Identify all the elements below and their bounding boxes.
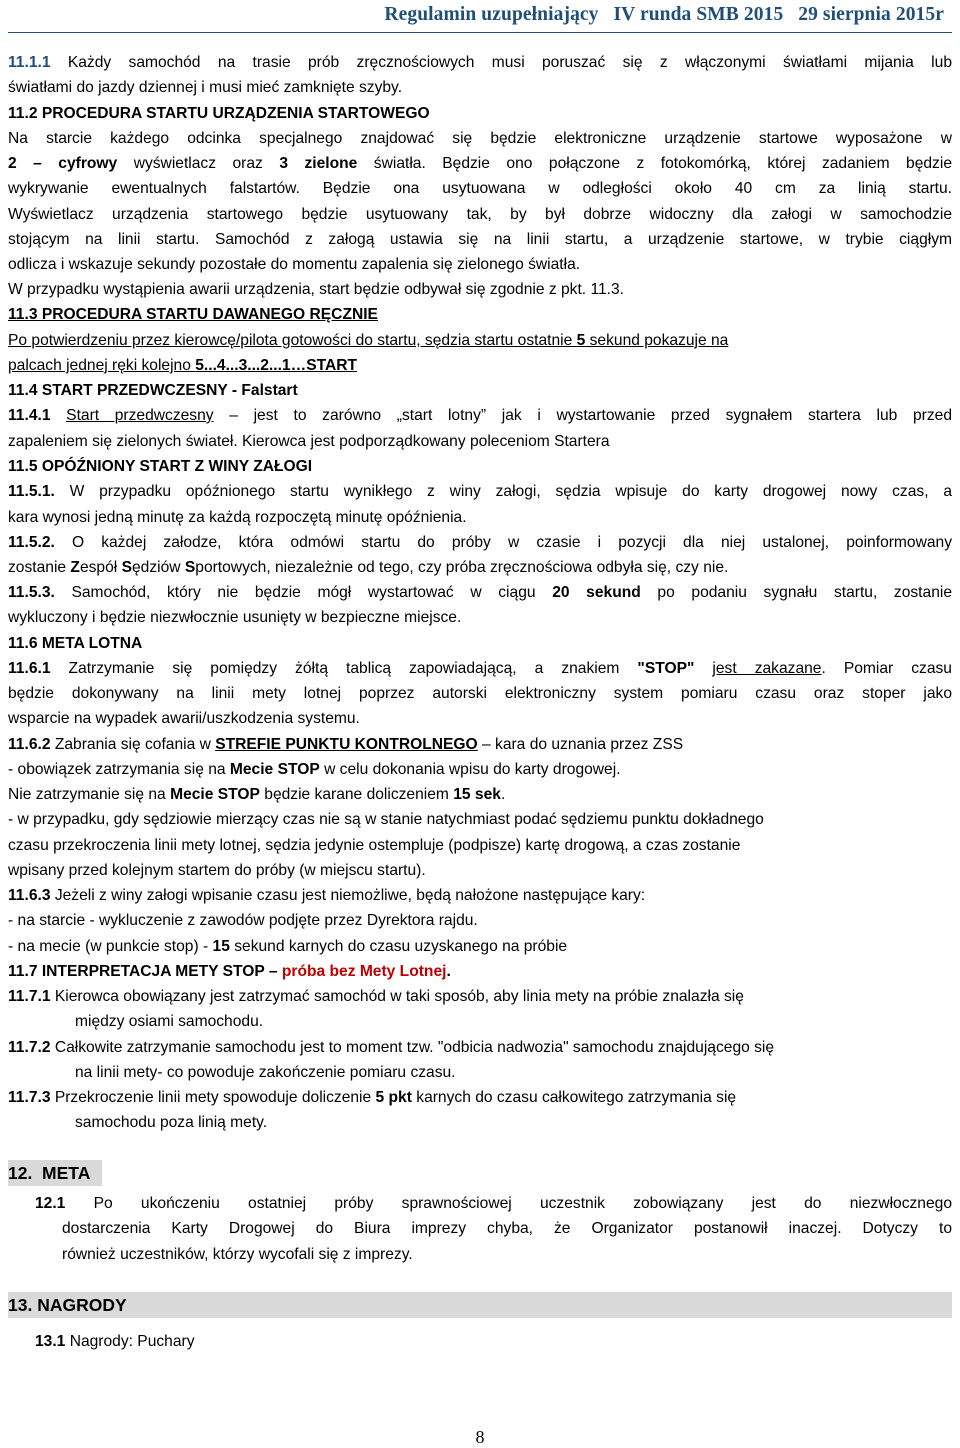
heading-text: 11.7 INTERPRETACJA METY STOP – [8,963,282,980]
para-11-1-1-line2: światłami do jazdy dziennej i musi mieć zamknięte szyby. [8,79,403,96]
text: sekund karnych do czasu uzyskanego na próbie [229,938,568,955]
para-11-5-3-line2: wykluczony i będzie niezwłocznie usunięty w bezpieczne miejsce. [8,609,462,626]
text: portowych, niezależnie od tego, czy próba zręcznościowa odbyła się, czy nie. [195,559,729,576]
text: . Pomiar czasu [821,660,952,677]
text: Przekroczenie linii mety spowoduje doliczenie [50,1089,376,1106]
bold-text: 20 sekund [552,584,641,601]
para-11-4-1-line1 [8,407,952,425]
para-11-6-2-line3 [8,786,505,804]
para-11-2-line6: odlicza i wskazuje sekundy pozostałe do momentu zapalenia się zielonego światła. [8,256,581,273]
bold-text: S [184,559,196,576]
text [694,660,712,677]
para-12-1-line3: również uczestników, którzy wycofali się z imprezy. [62,1246,413,1263]
text: . [500,786,506,803]
para-11-5-1-line1 [8,483,952,501]
para-11-2-line3: wykrywanie ewentualnych falstartów. Będzie ona usytuowana w odległości około 40 cm za linią startu. [8,180,952,197]
text: ędziów [131,559,185,576]
para-num: 11.6.1 [8,660,51,677]
page-number: 8 [475,1427,485,1447]
bold-text: 5...4...3...2...1…START [195,357,358,374]
para-11-6-3-line2: - na starcie - wykluczenie z zawodów podjęte przez Dyrektora rajdu. [8,912,478,929]
para-11-4-1-line2: zapaleniem się zielonych świateł. Kierowca jest podporządkowany poleceniom Startera [8,433,610,450]
text: będzie karane doliczeniem [259,786,454,803]
para-num: 13.1 [35,1333,66,1350]
bold-text: 5 [576,332,586,349]
para-11-7-3-line2: samochodu poza linią mety. [75,1114,268,1131]
para-11-6-2-line2 [8,761,621,779]
text: wyświetlacz oraz [117,155,280,172]
bold-text: Mecie STOP [170,786,260,803]
text: Nie zatrzymanie się na [8,786,171,803]
para-11-7-1-line1 [8,988,744,1006]
para-11-5-2-line1 [8,534,952,552]
para-12-1-line2: dostarczenia Karty Drogowej do Biura imprezy chyba, że Organizator postanowił inaczej. Dotyczy to [62,1220,952,1237]
text: Każdy samochód na trasie prób zręcznościowych musi poruszać się z włączonymi światłami mijania lub [50,54,952,71]
text: - na mecie (w punkcie stop) - [8,938,213,955]
text: Po potwierdzeniu przez kierowcę/pilota gotowości do startu, sędzia startu ostatnie [8,332,577,349]
para-num: 11.1.1 [8,54,51,71]
underlined-text: jest zakazane [712,660,822,677]
para-num: 11.4.1 [8,407,51,424]
heading-12: 12. META [8,1163,91,1183]
para-11-2-line4: Wyświetlacz urządzenia startowego będzie usytuowany tak, by był dobrze widoczny dla załogi w samochodzie [8,206,952,223]
text: espół [79,559,122,576]
text: sekund pokazuje na [585,332,729,349]
bold-text: 15 [212,938,230,955]
heading-text: . [446,963,451,980]
para-num: 11.6.3 [8,887,51,904]
text: Jeżeli z winy załogi wpisanie czasu jest niemożliwe, będą nałożone następujące kary: [50,887,646,904]
para-11-2-line5: stojącym na linii startu. Samochód z załogą ustawia się na linii startu, a urządzenie startowe, w trybie ciągłym [8,231,952,248]
para-11-3-line2 [8,357,357,375]
bold-underlined-text: STREFIE PUNKTU KONTROLNEGO [215,736,478,753]
text: - obowiązek zatrzymania się na [8,761,230,778]
bold-text: 3 zielone [279,155,358,172]
text: Zabrania się cofania w [50,736,216,753]
para-11-6-1-line3: wsparcie na wypadek awarii/uszkodzenia systemu. [8,710,360,727]
text: O każdej załodze, która odmówi startu do próby w czasie i pozycji dla niej ustalonej, poinformowany [54,534,952,551]
heading-11-6: 11.6 META LOTNA [8,635,143,652]
bold-text: 2 – cyfrowy [8,155,118,172]
para-11-5-2-line2 [8,559,728,577]
text: w celu dokonania wpisu do karty drogowej. [319,761,621,778]
bold-text: 15 sek [453,786,501,803]
para-11-7-3-line1 [8,1089,736,1107]
underlined-text: Start przedwczesny [66,407,214,424]
bold-text: "STOP" [637,660,695,677]
text: Zatrzymanie się pomiędzy żółtą tablicą zapowiadającą, a znakiem [50,660,638,677]
heading-11-4: 11.4 START PRZEDWCZESNY - Falstart [8,382,298,399]
heading-13: 13. NAGRODY [8,1295,127,1315]
heading-11-2: 11.2 PROCEDURA STARTU URZĄDZENIA STARTOWEGO [8,105,430,122]
bold-text: 5 pkt [375,1089,412,1106]
para-num: 11.5.3. [8,584,55,601]
section-bar-12 [8,1160,102,1186]
para-11-1-1-line1 [8,54,952,72]
para-11-7-1-line2: między osiami samochodu. [75,1013,264,1030]
para-11-2-line2 [8,155,952,173]
header-title: Regulamin uzupełniający IV runda SMB 2015 29 sierpnia 2015r [384,4,944,25]
text: Samochód, który nie będzie mógł wystartować w ciągu [54,584,553,601]
page-header [8,0,952,33]
red-heading-text: próba bez Mety Lotnej [281,963,447,980]
text: Po ukończeniu ostatniej próby sprawnościowej uczestnik zobowiązany jest do niezwłocznego [65,1195,952,1212]
para-13-1 [35,1333,195,1351]
para-11-6-1-line2: będzie dokonywany na linii mety lotnej poprzez autorski elektroniczny system pomiaru czasu oraz stoper jako [8,685,952,702]
para-11-5-3-line1 [8,584,952,602]
para-11-6-1-line1 [8,660,952,678]
para-11-7-2-line1 [8,1039,774,1057]
para-11-6-2-line4: - w przypadku, gdy sędziowie mierzący czas nie są w stanie natychmiast podać sędziemu punktu dokładnego [8,811,764,828]
para-11-6-2-line5: czasu przekroczenia linii mety lotnej, sędzia jedynie ostempluje (podpisze) kartę drogową, a czas zostanie [8,837,741,854]
text: zostanie [8,559,71,576]
text: Całkowite zatrzymanie samochodu jest to moment tzw. "odbicia nadwozia" samochodu znajdującego się [50,1039,775,1056]
text: światła. Będzie ono połączone z fotokomórką, której zadaniem będzie [357,155,952,172]
text: Kierowca obowiązany jest zatrzymać samochód w taki sposób, aby linia mety na próbie znalazła się [50,988,744,1005]
para-num: 11.5.2. [8,534,55,551]
para-11-6-2-line1 [8,736,683,754]
para-12-1-line1 [35,1195,952,1213]
bold-text: Mecie STOP [229,761,320,778]
para-11-6-3-line3 [8,938,567,956]
text: karnych do czasu całkowitego zatrzymania się [411,1089,737,1106]
text: palcach jednej ręki kolejno [8,357,196,374]
para-11-6-3-line1 [8,887,645,905]
text: po podaniu sygnału startu, zostanie [640,584,953,601]
para-11-5-1-line2: kara wynosi jedną minutę za każdą rozpoczętą minutę opóźnienia. [8,509,467,526]
para-11-6-2-line6: wpisany przed kolejnym startem do próby (w miejscu startu). [8,862,426,879]
heading-11-5: 11.5 OPÓŹNIONY START Z WINY ZAŁOGI [8,458,313,475]
section-bar-13 [8,1292,952,1318]
para-num: 11.7.1 [8,988,51,1005]
para-11-3-line1 [8,332,728,350]
para-num: 11.6.2 [8,736,51,753]
text: – jest to zarówno „start lotny” jak i wystartowanie przed sygnałem startera lub przed [213,407,952,424]
para-11-2-line7: W przypadku wystąpienia awarii urządzenia, start będzie odbywał się zgodnie z pkt. 11.3. [8,281,624,298]
text: – kara do uznania przez ZSS [477,736,684,753]
text: Nagrody: Puchary [65,1333,195,1350]
heading-11-3: 11.3 PROCEDURA STARTU DAWANEGO RĘCZNIE [8,306,378,323]
text: W przypadku opóźnionego startu wynikłego z winy załogi, sędzia wpisuje do karty drogowej nowy czas, a [54,483,952,500]
para-11-7-2-line2: na linii mety- co powoduje zakończenie pomiaru czasu. [75,1064,456,1081]
bold-text: S [121,559,132,576]
heading-11-7 [8,963,451,981]
para-num: 11.7.3 [8,1089,51,1106]
para-num: 12.1 [35,1195,66,1212]
para-num: 11.5.1. [8,483,55,500]
para-11-2-line1: Na starcie każdego odcinka specjalnego znajdować się będzie elektroniczne urządzenie startowe wyposażone w [8,130,952,147]
bold-text: Z [70,559,80,576]
para-num: 11.7.2 [8,1039,51,1056]
